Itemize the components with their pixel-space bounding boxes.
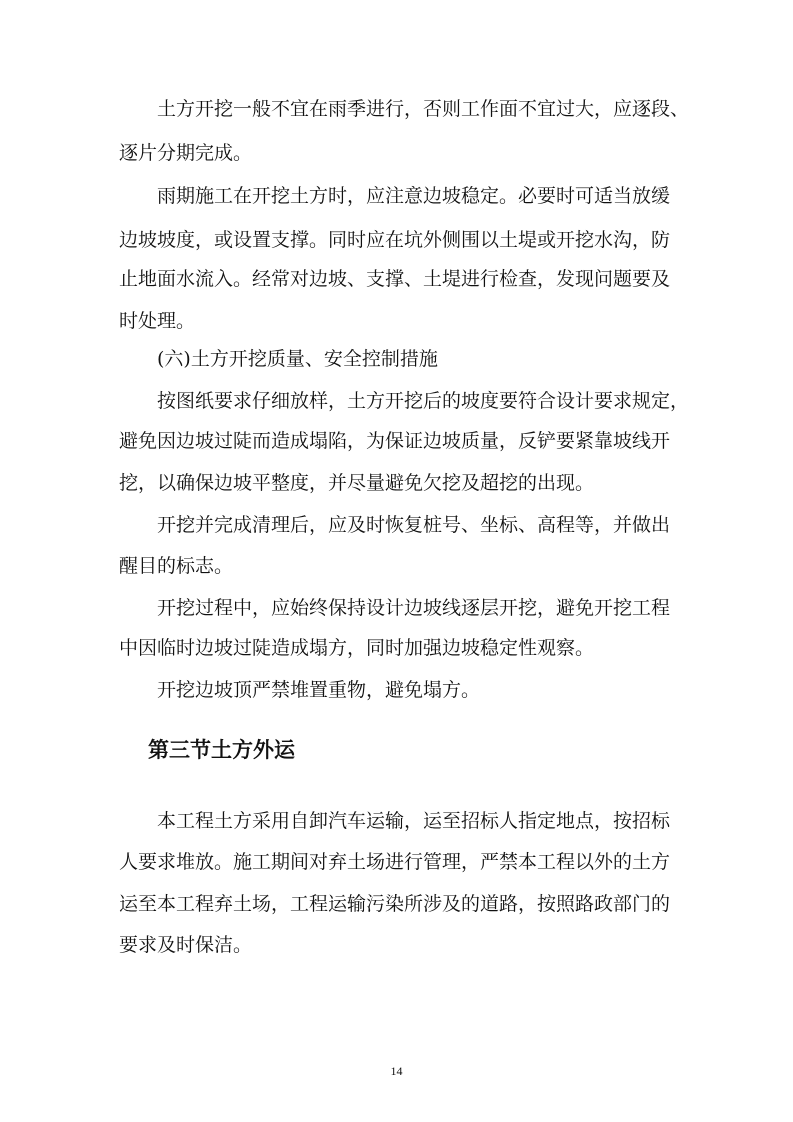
paragraph-line: 开挖过程中，应始终保持设计边坡线逐层开挖，避免开挖工程 — [157, 597, 671, 619]
paragraph-line: 运至本工程弃土场，工程运输污染所涉及的道路，按照路政部门的 — [119, 893, 671, 915]
paragraph-line: 边坡坡度，或设置支撑。同时应在坑外侧围以土堤或开挖水沟，防 — [119, 229, 671, 251]
paragraph-line: 止地面水流入。经常对边坡、支撑、土堤进行检查，发现问题要及 — [119, 268, 671, 290]
page-number: 14 — [390, 1064, 403, 1078]
paragraph-line: 按图纸要求仔细放样，土方开挖后的坡度要符合设计要求规定， — [157, 390, 690, 412]
paragraph-line: 本工程土方采用自卸汽车运输，运至招标人指定地点，按招标 — [157, 810, 671, 832]
paragraph-line: 开挖并完成清理后，应及时恢复桩号、坐标、高程等，并做出 — [157, 514, 671, 536]
paragraph-line: 开挖边坡顶严禁堆置重物，避免塌方。 — [157, 679, 481, 701]
paragraph-line: 土方开挖一般不宜在雨季进行，否则工作面不宜过大，应逐段、 — [157, 98, 690, 120]
paragraph-line: 人要求堆放。施工期间对弃土场进行管理，严禁本工程以外的土方 — [119, 851, 671, 873]
paragraph-line: 雨期施工在开挖土方时，应注意边坡稳定。必要时可适当放缓 — [157, 185, 671, 207]
paragraph-line: 要求及时保洁。 — [119, 934, 253, 956]
subsection-title: (六)土方开挖质量、安全控制措施 — [157, 348, 438, 370]
section-heading: 第三节土方外运 — [148, 738, 295, 762]
paragraph-line: 时处理。 — [119, 310, 196, 332]
paragraph-line: 避免因边坡过陡而造成塌陷，为保证边坡质量，反铲要紧靠坡线开 — [119, 430, 671, 452]
paragraph-line: 挖，以确保边坡平整度，并尽量避免欠挖及超挖的出现。 — [119, 472, 595, 494]
paragraph-line: 醒目的标志。 — [119, 555, 234, 577]
paragraph-line: 逐片分期完成。 — [119, 142, 253, 164]
paragraph-line: 中因临时边坡过陡造成塌方，同时加强边坡稳定性观察。 — [119, 637, 595, 659]
